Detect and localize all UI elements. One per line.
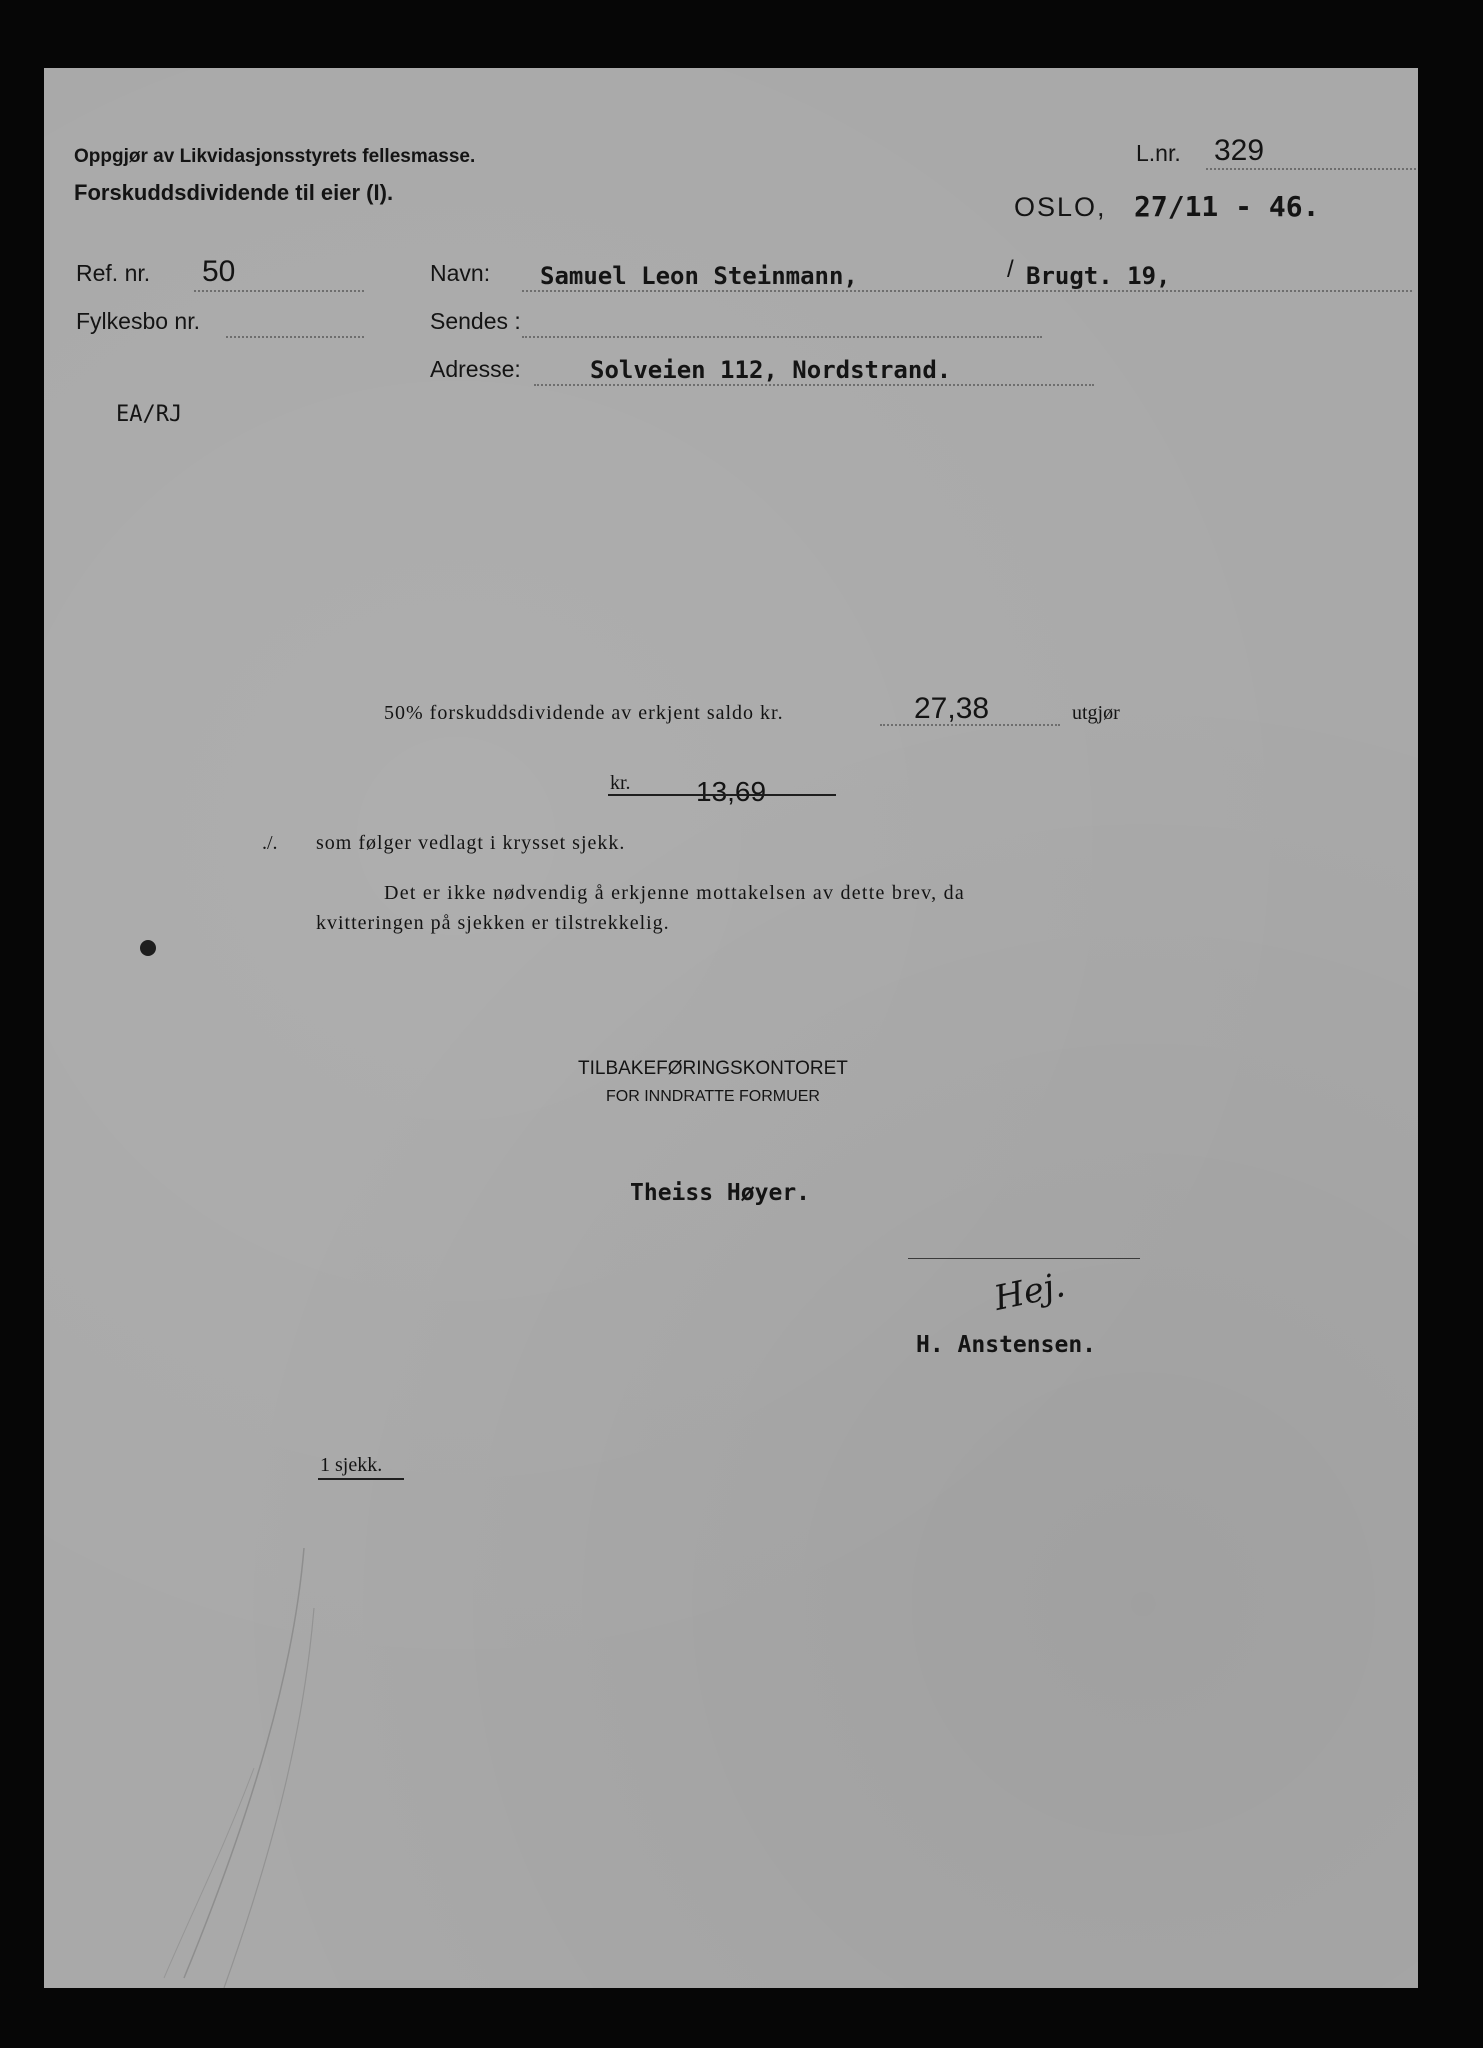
letter-page (44, 68, 1418, 1988)
slash-separator: / (1007, 256, 1014, 283)
signer1-name: Theiss Høyer. (630, 1180, 811, 1206)
office-line2: FOR INNDRATTE FORMUER (606, 1088, 820, 1105)
office-line1: TILBAKEFØRINGSKONTORET (578, 1058, 848, 1079)
city-label: OSLO, (1014, 192, 1107, 222)
header-title-line1: Oppgjør av Likvidasjonsstyrets fellesmasse. (74, 146, 476, 167)
lnr-label: L.nr. (1136, 140, 1181, 166)
letter-date: 27/11 - 46. (1134, 190, 1320, 223)
fylkesbo-dotted-line (226, 336, 364, 338)
saldo-dotted-line (880, 724, 1060, 726)
kr-label: kr. (610, 772, 631, 794)
paper-fold-marks (104, 1548, 324, 1988)
navn-value: Samuel Leon Steinmann, (540, 262, 858, 290)
header-title-line2: Forskuddsdividende til eier (I). (74, 180, 394, 205)
ref-value: 50 (202, 255, 236, 288)
enclosure-text: som følger vedlagt i krysset sjekk. (316, 832, 626, 854)
ref-label: Ref. nr. (76, 260, 151, 286)
signer2-name: H. Anstensen. (916, 1332, 1097, 1358)
ink-smudge (140, 940, 156, 956)
enclosure-mark: ./. (262, 832, 278, 854)
attachment-note: 1 sjekk. (320, 1454, 383, 1476)
fylkesbo-label: Fylkesbo nr. (76, 308, 200, 334)
saldo-value: 27,38 (914, 692, 990, 725)
note-line1: Det er ikke nødvendig å erkjenne mottakelsen av dette brev, da (384, 882, 966, 904)
attachment-underline (318, 1478, 404, 1480)
note-line2: kvitteringen på sjekken er tilstrekkelig. (316, 912, 670, 934)
lnr-value: 329 (1214, 134, 1265, 167)
lnr-dotted-line (1206, 168, 1416, 170)
ref-dotted-line (194, 290, 364, 292)
adresse-value: Solveien 112, Nordstrand. (590, 356, 952, 384)
amount-underline (608, 794, 836, 796)
sendes-dotted-line (522, 336, 1042, 338)
initials: EA/RJ (116, 402, 183, 427)
signature-line (908, 1258, 1140, 1259)
adresse-label: Adresse: (430, 356, 521, 382)
brugt-value: Brugt. 19, (1026, 262, 1171, 290)
navn-label: Navn: (430, 260, 491, 286)
amount-value: 13,69 (696, 776, 767, 807)
adresse-dotted-line (534, 384, 1094, 386)
sendes-label: Sendes : (430, 308, 521, 334)
navn-dotted-line (522, 290, 1412, 292)
dividend-intro: 50% forskuddsdividende av erkjent saldo kr. (384, 702, 784, 724)
signature-scrawl: Hej. (990, 1265, 1069, 1319)
utgjor-label: utgjør (1072, 702, 1120, 724)
